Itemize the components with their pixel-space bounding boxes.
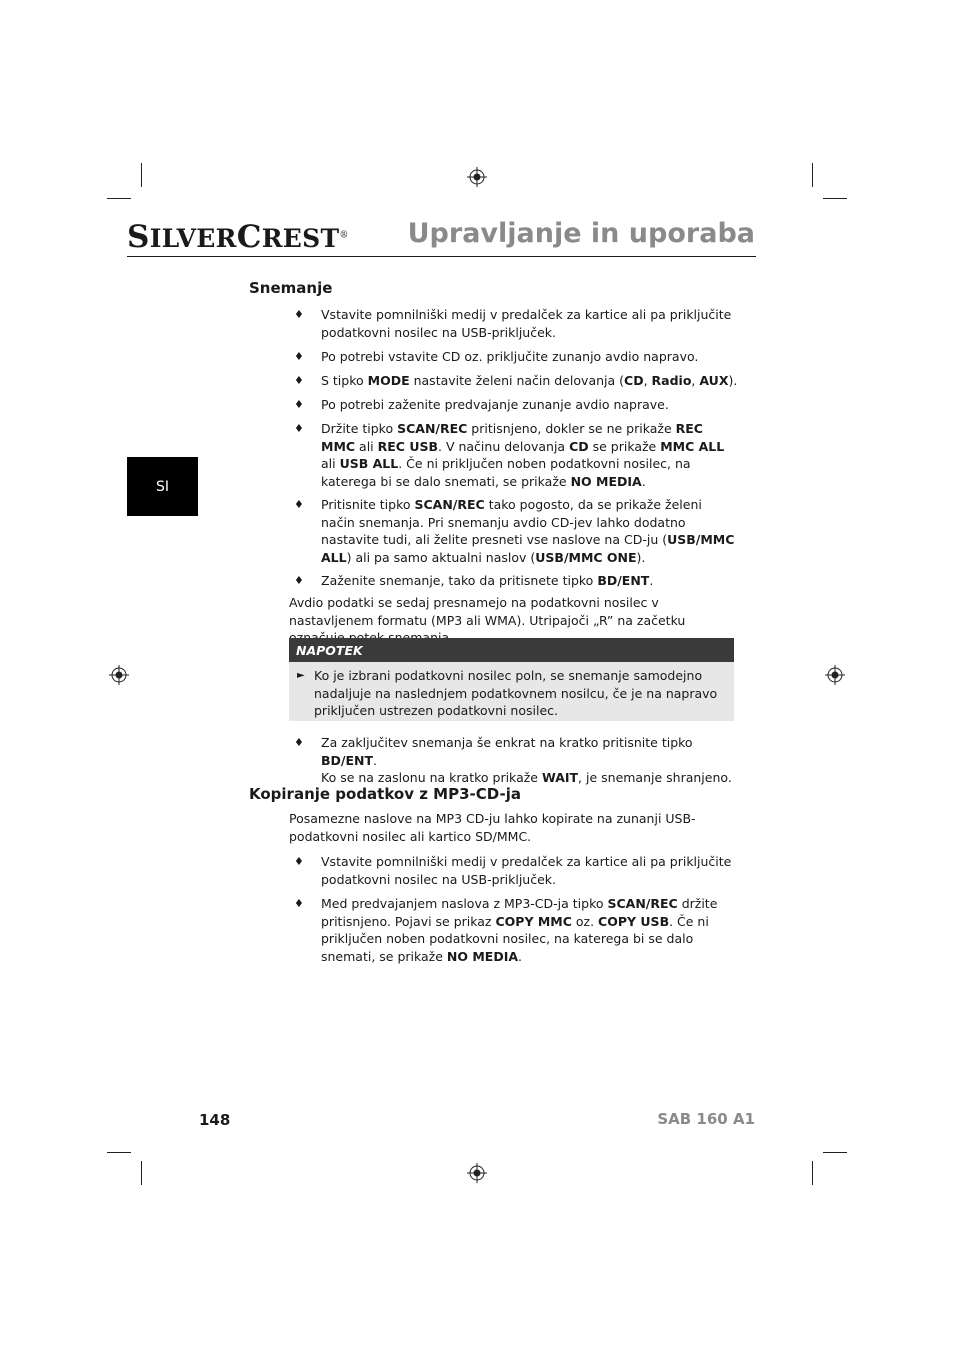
section-heading: Kopiranje podatkov z MP3-CD-ja bbox=[249, 785, 521, 803]
crop-mark bbox=[141, 163, 142, 187]
list-item: ♦ Med predvajanjem naslova z MP3-CD-ja tipko SCAN/REC držite pritisnjeno. Pojavi se prikaz COPY MMC oz. COPY USB. Če ni priključen noben podatkovni nosilec, na katerega bi se dalo snemati, se prikaže NO MEDIA. bbox=[294, 896, 718, 964]
diamond-bullet-icon: ♦ bbox=[294, 422, 304, 435]
registration-mark-icon bbox=[825, 665, 845, 685]
crop-mark bbox=[141, 1161, 142, 1185]
crop-mark bbox=[107, 198, 131, 199]
list-item: ♦ Vstavite pomnilniški medij v predalček za kartice ali pa priključite podatkovni nosilec na USB-priključek. bbox=[294, 307, 732, 340]
language-tab: SI bbox=[127, 457, 198, 516]
list-item: ♦ Držite tipko SCAN/REC pritisnjeno, dokler se ne prikaže REC MMC ali REC USB. V načinu delovanja CD se prikaže MMC ALL ali USB ALL. Če ni priključen noben podatkovni nosilec, na katerega bi se dalo snemati, se prikaže NO MEDIA. bbox=[294, 421, 725, 489]
note-box bbox=[289, 662, 734, 721]
list-item: ♦ Za zaključitev snemanja še enkrat na kratko pritisnite tipko BD/ENT. Ko se na zaslonu na kratko prikaže WAIT, je snemanje shranjeno. bbox=[294, 735, 732, 785]
body-paragraph: Posamezne naslove na MP3 CD-ju lahko kopirate na zunanji USB-podatkovni nosilec ali kartico SD/MMC. bbox=[289, 811, 696, 844]
crop-mark bbox=[823, 1152, 847, 1153]
arrow-right-icon: ► bbox=[297, 670, 305, 681]
body-paragraph: Avdio podatki se sedaj presnamejo na podatkovni nosilec v nastavljenem formatu (MP3 ali WMA). Utripajoči „R” na začetku bbox=[289, 595, 686, 628]
list-item: ♦ Pritisnite tipko SCAN/REC tako pogosto, da se prikaže želeni način snemanja. Pri snemanju avdio CD-jev lahko dodatno nastavite tudi, ali želite presneti vse naslove na CD-ju (USB/MMC ALL) ali pa samo aktualni naslov (USB/MMC ONE). bbox=[294, 497, 735, 565]
diamond-bullet-icon: ♦ bbox=[294, 308, 304, 321]
diamond-bullet-icon: ♦ bbox=[294, 350, 304, 363]
list-item: ♦ Zaženite snemanje, tako da pritisnete tipko BD/ENT. bbox=[294, 573, 654, 588]
header-divider bbox=[127, 256, 756, 257]
registration-mark-icon bbox=[467, 167, 487, 187]
crop-mark bbox=[812, 1161, 813, 1185]
list-item: ♦ Po potrebi zaženite predvajanje zunanje avdio naprave. bbox=[294, 397, 669, 412]
brand-logo: SILVERCREST® bbox=[127, 219, 349, 255]
model-number: SAB 160 A1 bbox=[657, 1110, 755, 1128]
page-title: Upravljanje in uporaba bbox=[407, 218, 755, 249]
diamond-bullet-icon: ♦ bbox=[294, 736, 304, 749]
list-item: ♦ Vstavite pomnilniški medij v predalček za kartice ali pa priključite podatkovni nosilec na USB-priključek. bbox=[294, 854, 732, 887]
list-item: ♦ Po potrebi vstavite CD oz. priključite zunanjo avdio napravo. bbox=[294, 349, 699, 364]
diamond-bullet-icon: ♦ bbox=[294, 498, 304, 511]
registration-mark-icon bbox=[109, 665, 129, 685]
crop-mark bbox=[107, 1152, 131, 1153]
diamond-bullet-icon: ♦ bbox=[294, 897, 304, 910]
diamond-bullet-icon: ♦ bbox=[294, 374, 304, 387]
diamond-bullet-icon: ♦ bbox=[294, 398, 304, 411]
diamond-bullet-icon: ♦ bbox=[294, 574, 304, 587]
note-header: NAPOTEK bbox=[289, 638, 734, 662]
crop-mark bbox=[812, 163, 813, 187]
list-item: ♦ S tipko MODE nastavite želeni način delovanja (CD, Radio, AUX). bbox=[294, 373, 738, 388]
page-number: 148 bbox=[199, 1111, 231, 1129]
section-heading: Snemanje bbox=[249, 279, 333, 297]
crop-mark bbox=[823, 198, 847, 199]
registration-mark-icon bbox=[467, 1163, 487, 1183]
note-text: Ko je izbrani podatkovni nosilec poln, se snemanje samodejno nadaljuje na naslednjem podatkovnem nosilcu, če je na napravo priključen ustrezen podatkovni nosilec. bbox=[314, 668, 718, 718]
diamond-bullet-icon: ♦ bbox=[294, 855, 304, 868]
